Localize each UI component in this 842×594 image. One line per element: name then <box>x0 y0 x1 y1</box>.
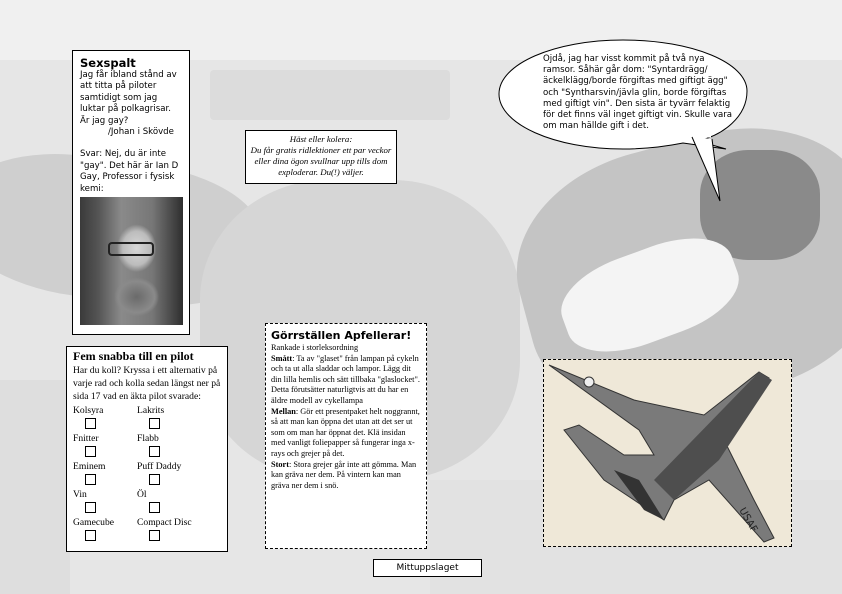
item-label: Stort <box>271 459 289 469</box>
speech-bubble-text: Ojdå, jag har visst kommit på två nya ramsor. Såhär går dom: "Syntardrägg/äckelklägg/borde förgiftas med giftigt ägg" och "Syntharsvin/jävla glin, borde förgiftas med giftigt vin". Den sista är tyvärr felaktig för det finns väl inget giftigt vin. Skulle vara om man hällde gift i det. <box>543 54 733 132</box>
speech-bubble-tail <box>690 135 730 205</box>
quiz-option <box>137 404 217 429</box>
quiz-option <box>73 488 137 513</box>
sexspalt-question: Jag får ibland stånd av att titta på piloter samtidigt som jag luktar på polkagrisar. Är jag gay? <box>80 70 177 126</box>
jet-plane-image <box>543 359 792 547</box>
option-label: Puff Daddy <box>137 461 182 472</box>
checkbox[interactable] <box>149 502 160 513</box>
quiz-options <box>73 404 221 541</box>
checkbox[interactable] <box>149 446 160 457</box>
item-label: Mellan <box>271 406 296 416</box>
jet-plane-illustration <box>544 360 791 546</box>
item-text: : Gör ett presentpaket helt noggrannt, så att man kan öppna det utan att det ser ut som om man har öppnat det. Klä insidan med vanligt foliepapper så fungerar inga x-rays och grejer på det. <box>271 406 420 458</box>
pilot-quiz-box <box>66 346 228 552</box>
sexspalt-signature: /Johan i Skövde <box>108 127 174 138</box>
quiz-intro: Har du koll? Kryssa i ett alternativ på varje rad och kolla sedan längst ner på sida 17 vad en äkta pilot svarade: <box>73 365 221 402</box>
gomstallen-item <box>271 354 421 407</box>
item-text: : Stora grejer går inte att gömma. Man kan gräva ner dem. På vintern kan man gräva ner dem i snö. <box>271 459 417 490</box>
professor-photo <box>80 197 183 325</box>
option-label: Vin <box>73 489 87 500</box>
glasses-detail <box>108 242 154 256</box>
checkbox[interactable] <box>85 474 96 485</box>
mittuppslaget-label: Mittuppslaget <box>373 559 482 577</box>
quiz-option <box>137 432 217 457</box>
option-label: Kolsyra <box>73 405 104 416</box>
checkbox[interactable] <box>85 502 96 513</box>
sexspalt-title: Sexspalt <box>80 56 136 70</box>
gomstallen-item <box>271 407 421 460</box>
usaf-marking: USAF <box>736 506 760 535</box>
item-text: : Ta av "glaset" från lampan på cykeln och ta ut alla sladdar och lampor. Lägg dit din lilla hemlis och sätt tillbaka "glaslocket". Detta förutsätter naturligtvis att du har en äldre modell av cykellampa <box>271 353 420 405</box>
checkbox[interactable] <box>149 418 160 429</box>
gomstallen-box <box>265 323 427 549</box>
hast-body: Du får gratis ridlektioner ett par veckor eller dina ögon svullnar upp tills dom exploderar. Du(!) väljer. <box>250 145 392 177</box>
checkbox[interactable] <box>85 446 96 457</box>
option-label: Flabb <box>137 433 159 444</box>
quiz-option <box>73 460 137 485</box>
checkbox[interactable] <box>149 474 160 485</box>
quiz-option <box>73 516 137 541</box>
quiz-title: Fem snabba till en pilot <box>73 349 194 363</box>
checkbox[interactable] <box>85 418 96 429</box>
option-label: Eminem <box>73 461 106 472</box>
quiz-option <box>73 432 137 457</box>
sexspalt-column <box>72 50 190 335</box>
option-label: Fnitter <box>73 433 99 444</box>
hast-title: Häst eller kolera: <box>289 134 353 144</box>
sexspalt-answer: Svar: Nej, du är inte "gay". Det här är Ian D Gay, Professor i fysisk kemi: <box>80 149 179 194</box>
option-label: Öl <box>137 489 147 500</box>
checkbox[interactable] <box>85 530 96 541</box>
quiz-option <box>137 488 217 513</box>
quiz-option <box>73 404 137 429</box>
option-label: Compact Disc <box>137 517 192 528</box>
quiz-option <box>137 516 217 541</box>
option-label: Gamecube <box>73 517 115 528</box>
quiz-option <box>137 460 217 485</box>
gomstallen-item <box>271 460 421 492</box>
option-label: Lakrits <box>137 405 165 416</box>
checkbox[interactable] <box>149 530 160 541</box>
hast-eller-kolera-box <box>245 130 397 184</box>
gomstallen-subtitle: Rankade i storleksordning <box>271 343 359 352</box>
gomstallen-title: Görrställen Apfellerar! <box>271 329 412 342</box>
item-label: Smått <box>271 353 293 363</box>
